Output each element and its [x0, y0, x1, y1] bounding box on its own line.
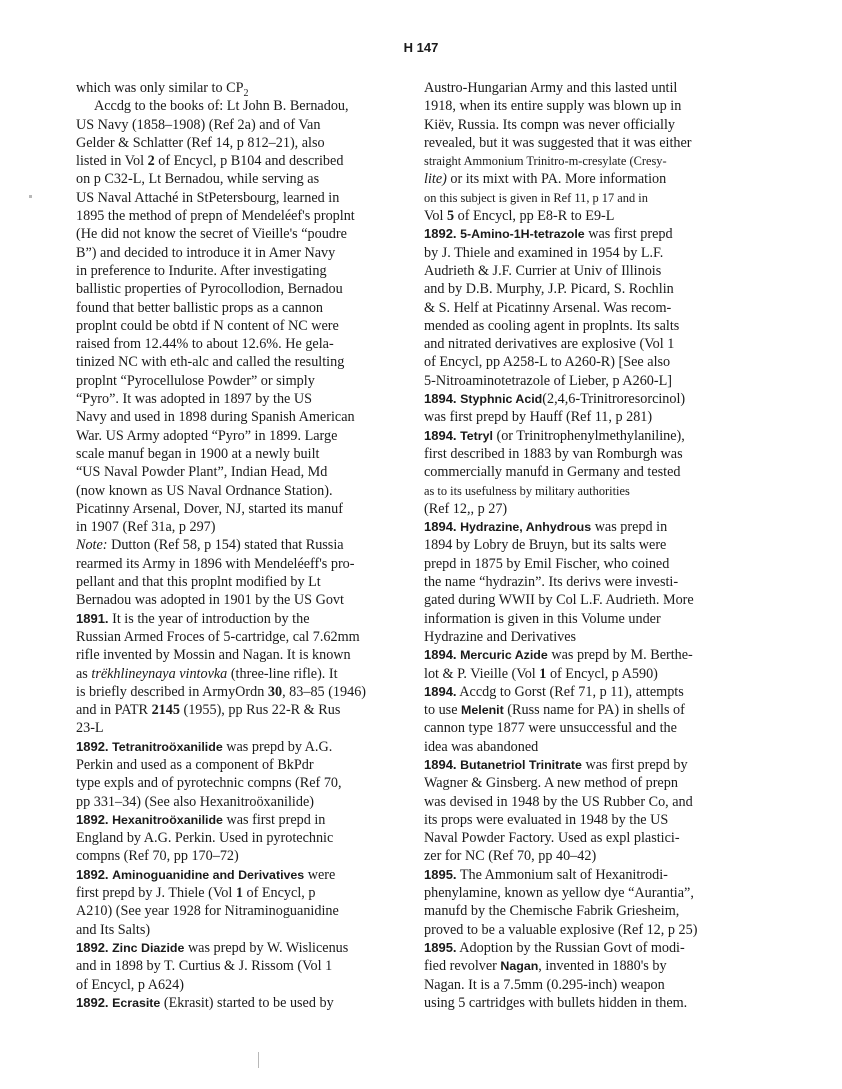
entry-line: 1892. Ecrasite (Ekrasit) started to be used by — [76, 994, 334, 1011]
entry-year: 1892. — [76, 994, 109, 1010]
text-line: was devised in 1948 by the US Rubber Co, and — [424, 793, 693, 810]
scan-mark — [258, 1052, 259, 1068]
text-line: lot & P. Vieille (Vol 1 of Encycl, p A590) — [424, 665, 658, 682]
text-line: & S. Helf at Picatinny Arsenal. Was recom- — [424, 299, 672, 316]
text-line: prepd in 1875 by Emil Fischer, who coined — [424, 555, 670, 572]
entry-line: 1892. 5-Amino-1H-tetrazole was first prepd — [424, 226, 673, 243]
entry-line: 1892. Tetranitroöxanilide was prepd by A.G. — [76, 738, 333, 755]
entry-line: 1894. Accdg to Gorst (Ref 71, p 11), attempts — [424, 683, 684, 700]
entry-year: 1894. — [424, 427, 457, 443]
text-line: (He did not know the secret of Vieille's “poudre — [76, 226, 347, 243]
text-line: 1918, when its entire supply was blown up in — [424, 98, 682, 115]
text-line: proved to be a valuable explosive (Ref 12, p 25) — [424, 921, 698, 938]
left-column — [76, 79, 401, 1012]
entry-year: 1892. — [76, 939, 109, 955]
text-line: Bernadou was adopted in 1901 by the US Govt — [76, 592, 344, 609]
text-line: as to its usefulness by military authorities — [424, 483, 630, 498]
text-line: tinized NC with eth-alc and called the resulting — [76, 354, 345, 371]
entry-line: 1892. Hexanitroöxanilide was first prepd in — [76, 811, 326, 828]
entry-heading: Aminoguanidine and Derivatives — [112, 867, 305, 882]
text-line: and in PATR 2145 (1955), pp Rus 22-R & Rus — [76, 702, 341, 719]
entry-year: 1892. — [424, 226, 457, 242]
entry-line: 1895. Adoption by the Russian Govt of modi- — [424, 939, 685, 956]
text-line: is briefly described in ArmyOrdn 30, 83–85 (1946) — [76, 683, 367, 700]
text-line: fied revolver Nagan, invented in 1880's by — [424, 958, 667, 975]
entry-heading: Ecrasite — [112, 995, 161, 1010]
text-line: its props were evaluated in 1948 by the US — [424, 811, 669, 828]
text-line: phenylamine, known as yellow dye “Aurantia”, — [424, 885, 694, 902]
text-line: cannon type 1877 were unsuccessful and the — [424, 720, 677, 737]
text-line: Navy and used in 1898 during Spanish American — [76, 409, 355, 426]
text-line: B”) and decided to introduce it in Amer Navy — [76, 244, 336, 261]
text-line: Nagan. It is a 7.5mm (0.295-inch) weapon — [424, 976, 665, 993]
entry-heading: Mercuric Azide — [460, 648, 548, 663]
text-line: and in 1898 by T. Curtius & J. Rissom (Vol 1 — [76, 958, 333, 975]
entry-heading: Tetryl — [460, 428, 493, 443]
text-line: first described in 1883 by van Romburgh was — [424, 445, 683, 462]
text-line: in 1907 (Ref 31a, p 297) — [76, 519, 216, 536]
entry-line: 1891. It is the year of introduction by the — [76, 610, 310, 627]
text-line: Note: Dutton (Ref 58, p 154) stated that Russia — [76, 537, 344, 554]
entry-heading: Hexanitroöxanilide — [112, 812, 223, 827]
page-number: H 147 — [403, 40, 439, 55]
entry-year: 1894. — [424, 647, 457, 663]
text-line: lite) or its mixt with PA. More information — [424, 171, 667, 188]
text-line: US Navy (1858–1908) (Ref 2a) and of Van — [76, 116, 321, 133]
entry-year: 1894. — [424, 756, 457, 772]
text-line: proplnt “Pyrocellulose Powder” or simply — [76, 372, 315, 389]
text-line: Kiëv, Russia. Its compn was never officially — [424, 116, 675, 133]
entry-line: 1895. The Ammonium salt of Hexanitrodi- — [424, 866, 668, 883]
text-line: rearmed its Army in 1896 with Mendeléeff's pro- — [76, 555, 355, 572]
text-line: ballistic properties of Pyrocollodion, Bernadou — [76, 281, 343, 298]
entry-line: 1894. Mercuric Azide was prepd by M. Berthe- — [424, 647, 693, 664]
text-line: 1895 the method of prepn of Mendeléef's proplnt — [76, 208, 355, 225]
text-line: Picatinny Arsenal, Dover, NJ, started its manuf — [76, 500, 343, 517]
entry-heading: Butanetriol Trinitrate — [460, 757, 582, 772]
text-line: gated during WWII by Col L.F. Audrieth. More — [424, 592, 694, 609]
text-line: straight Ammonium Trinitro-m-cresylate (Cresy- — [424, 154, 667, 169]
text-line: Audrieth & J.F. Currier at Univ of Illinois — [424, 262, 662, 279]
text-line: which was only similar to $CP_2$ — [76, 80, 249, 99]
entry-heading: Tetranitroöxanilide — [112, 739, 223, 754]
text-line: Accdg to the books of: Lt John B. Bernadou, — [94, 98, 349, 115]
entry-line: 1894. Hydrazine, Anhydrous was prepd in — [424, 519, 668, 536]
text-line: and nitrated derivatives are explosive (Vol 1 — [424, 336, 675, 353]
text-line: compns (Ref 70, pp 170–72) — [76, 848, 239, 865]
text-line: information is given in this Volume under — [424, 610, 661, 627]
entry-year: 1892. — [76, 866, 109, 882]
text-line: was first prepd by Hauff (Ref 11, p 281) — [424, 409, 653, 426]
text-line: “US Naval Powder Plant”, Indian Head, Md — [76, 464, 328, 481]
text-line: Austro-Hungarian Army and this lasted until — [424, 80, 678, 96]
text-line: the name “hydrazin”. Its derivs were investi- — [424, 574, 679, 591]
text-line: Wagner & Ginsberg. A new method of prepn — [424, 775, 678, 792]
entry-heading: 5-Amino-1H-tetrazole — [460, 227, 585, 242]
text-line: War. US Army adopted “Pyro” in 1899. Large — [76, 427, 338, 444]
text-line: Russian Armed Froces of 5-cartridge, cal 7.62mm — [76, 628, 360, 645]
entry-line: 1892. Zinc Diazide was prepd by W. Wislicenus — [76, 939, 349, 956]
text-line: commercially manufd in Germany and tested — [424, 464, 681, 481]
scan-speck — [29, 195, 32, 198]
text-line: 5-Nitroaminotetrazole of Lieber, p A260-L] — [424, 372, 673, 389]
text-line: pellant and that this proplnt modified by Lt — [76, 574, 321, 591]
entry-heading: Hydrazine, Anhydrous — [460, 520, 592, 535]
text-line: zer for NC (Ref 70, pp 40–42) — [424, 848, 597, 865]
entry-line: 1894. Butanetriol Trinitrate was first prepd by — [424, 756, 688, 773]
text-line: idea was abandoned — [424, 738, 539, 755]
text-line: “Pyro”. It was adopted in 1897 by the US — [76, 391, 313, 408]
text-line: A210) (See year 1928 for Nitraminoguanidine — [76, 903, 339, 920]
entry-year: 1892. — [76, 811, 109, 827]
entry-line: 1892. Aminoguanidine and Derivatives were — [76, 866, 336, 883]
entry-heading: Styphnic Acid — [460, 392, 543, 407]
text-line: on this subject is given in Ref 11, p 17 and in — [424, 190, 648, 205]
text-line: listed in Vol 2 of Encycl, p B104 and described — [76, 153, 344, 170]
text-line: as trëkhlineynaya vintovka (three-line rifle). It — [76, 665, 338, 682]
text-line: revealed, but it was suggested that it was either — [424, 134, 692, 151]
text-line: manufd by the Chemische Fabrik Griesheim, — [424, 903, 680, 920]
entry-line: 1894. Styphnic Acid(2,4,6-Trinitroresorcinol) — [424, 391, 686, 408]
text-line: by J. Thiele and examined in 1954 by L.F. — [424, 244, 664, 261]
text-line: pp 331–34) (See also Hexanitroöxanilide) — [76, 793, 314, 810]
text-line: type expls and of pyrotechnic compns (Ref 70, — [76, 775, 342, 792]
text-line: (now known as US Naval Ordnance Station). — [76, 482, 333, 499]
text-line: first prepd by J. Thiele (Vol 1 of Encycl, p — [76, 885, 316, 902]
entry-year: 1895. — [424, 866, 457, 882]
text-line: Hydrazine and Derivatives — [424, 628, 577, 645]
text-line: Perkin and used as a component of BkPdr — [76, 756, 314, 773]
entry-year: 1891. — [76, 610, 109, 626]
entry-year: 1892. — [76, 738, 109, 754]
text-line: using 5 cartridges with bullets hidden in them. — [424, 994, 688, 1011]
text-line: 23-L — [76, 720, 104, 737]
text-line: scale manuf began in 1900 at a newly built — [76, 445, 320, 462]
text-line: Vol 5 of Encycl, pp E8-R to E9-L — [424, 208, 615, 225]
entry-heading: Zinc Diazide — [112, 940, 185, 955]
text-line: Naval Powder Factory. Used as expl plastici- — [424, 830, 680, 847]
text-line: on p C32-L, Lt Bernadou, while serving as — [76, 171, 320, 188]
entry-heading: Melenit — [461, 703, 504, 718]
text-line: and by D.B. Murphy, J.P. Picard, S. Rochlin — [424, 281, 674, 298]
text-line: to use Melenit (Russ name for PA) in shells of — [424, 702, 685, 719]
text-line: raised from 12.44% to about 12.6%. He gela- — [76, 336, 334, 353]
text-line: and Its Salts) — [76, 921, 151, 938]
right-column — [424, 79, 749, 1012]
entry-year: 1895. — [424, 939, 457, 955]
text-line: in preference to Indurite. After investigating — [76, 262, 327, 279]
text-line: rifle invented by Mossin and Nagan. It is known — [76, 647, 351, 664]
text-line: US Naval Attaché in StPetersbourg, learned in — [76, 189, 340, 206]
text-line: England by A.G. Perkin. Used in pyrotechnic — [76, 830, 334, 847]
entry-heading: Nagan — [500, 959, 539, 974]
entry-year: 1894. — [424, 683, 457, 699]
entry-line: 1894. Tetryl (or Trinitrophenylmethylaniline), — [424, 427, 685, 444]
text-line: (Ref 12,, p 27) — [424, 500, 508, 517]
text-line: mended as cooling agent in proplnts. Its salts — [424, 317, 680, 334]
text-line: 1894 by Lobry de Bruyn, but its salts were — [424, 537, 667, 554]
text-line: of Encycl, pp A258-L to A260-R) [See also — [424, 354, 671, 371]
entry-year: 1894. — [424, 519, 457, 535]
text-line: proplnt could be obtd if N content of NC were — [76, 317, 339, 334]
entry-year: 1894. — [424, 391, 457, 407]
text-line: of Encycl, p A624) — [76, 976, 184, 993]
text-line: Gelder & Schlatter (Ref 14, p 812–21), also — [76, 134, 325, 151]
text-line: found that better ballistic props as a cannon — [76, 299, 324, 316]
